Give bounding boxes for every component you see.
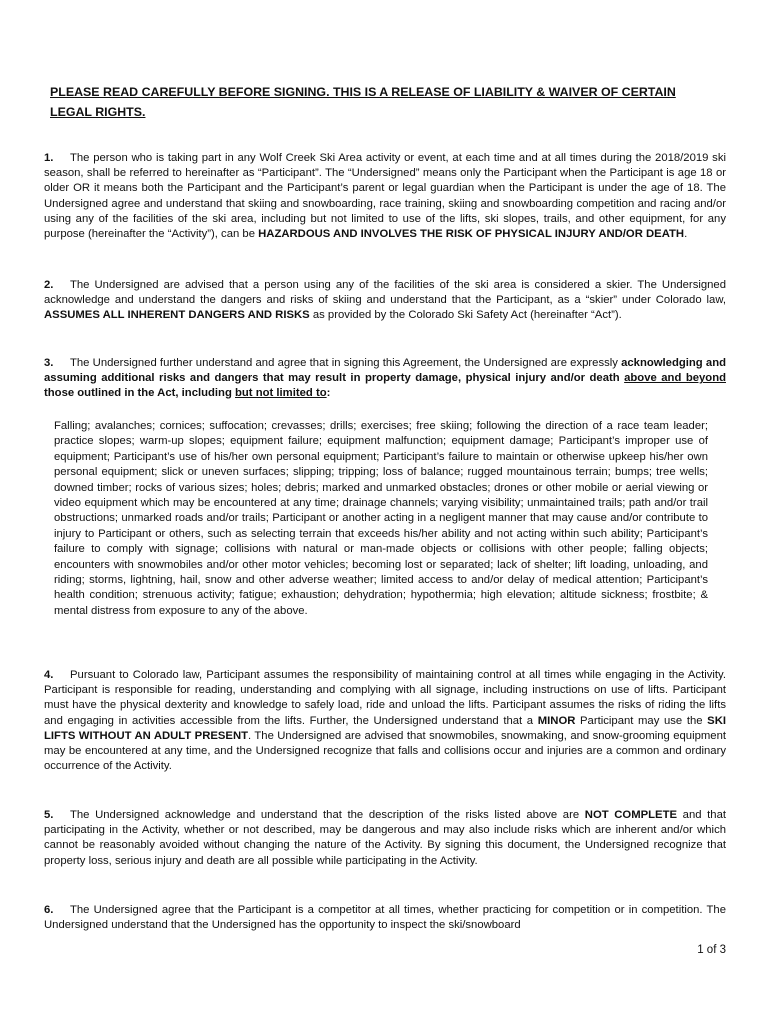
paragraph-6	[44, 903, 726, 933]
paragraph-text: The Undersigned acknowledge and understand that the description of the risks listed above are	[70, 809, 585, 821]
paragraph-number: 5.	[44, 809, 54, 821]
paragraph-text-end: :	[326, 387, 331, 400]
paragraph-text: Pursuant to Colorado law, Participant assumes the responsibility of maintaining control at all times while engaging in the Activity. Participant is responsible for reading, understanding and complying with all signage, including instructions on use of lifts. Participant must have the physical dexterity and knowledge to safely load, ride and unload the lifts. Participant assumes the risks of riding the lifts and engaging in activities accessible from the lifts. Further, the Undersigned understand that a	[44, 669, 726, 727]
paragraph-text-end: .	[684, 228, 688, 241]
paragraph-number: 1.	[44, 152, 54, 164]
paragraph-bold-text: acknowledging and assuming additional risks and dangers that may result in property damage, physical injury and/or death	[44, 357, 726, 385]
page-number: 1 of 3	[697, 944, 726, 956]
paragraph-number: 3.	[44, 357, 54, 369]
risk-list-paragraph: Falling; avalanches; cornices; suffocation; crevasses; drills; exercises; free skiing; following the direction of a race team leader; practice slopes; warm-up slopes; equipment failure; equipment malfunction; equipment damage; Participant’s improper use of equipment; Participant’s use of his/her own personal equipment; Participant’s failure to maintain or otherwise upkeep his/her own personal equipment; slick or uneven surfaces; slipping; tripping; loss of balance; rugged mountainous terrain; bumps; tree wells; downed timber; rocks of various sizes; holes; debris; marked and unmarked obstacles; drones or other mobile or aerial viewing or video equipment which may be encountered at any time; drainage channels; varying visibility; unmaintained trails; path and/or trail obstructions; unmarked roads and/or trails; Participant or another acting in a negligent manner that may cause and/or contribute to injury to Participant or others, such as selecting terrain that exceeds his/her ability and not acting within such ability; Participant’s failure to comply with signage; collisions with natural or man-made objects or collisions with other people; falling objects; encounters with snowmobiles and/or other motor vehicles; becoming lost or separated; lack of shelter; lift loading, unloading, and riding; storms, lightning, hail, snow and other adverse weather; limited access to and/or delay of medical attention; Participant’s health condition; strenuous activity; fatigue; exhaustion; dehydration; hypothermia; high elevation; altitude sickness; frostbite; & mental distress from exposure to any of the above.	[54, 420, 708, 617]
paragraph-number: 2.	[44, 279, 54, 291]
paragraph-bold-text: SKI LIFTS WITHOUT AN ADULT PRESENT	[44, 714, 727, 742]
paragraph-bold-text: HAZARDOUS AND INVOLVES THE RISK OF PHYSICAL INJURY AND/OR DEATH	[258, 228, 685, 241]
paragraph-bold-text: MINOR	[537, 714, 576, 727]
paragraph-text: The person who is taking part in any Wolf Creek Ski Area activity or event, at each time and at all times during the 2018/2019 ski season, shall be referred to hereinafter as “Participant”. The “Undersigned” means only the Participant when the Participant is age 18 or older OR it means both the Participant and the Participant’s parent or legal guardian when the Participant is under the age of 18. The Undersigned agree and understand that skiing and snowboarding, race training, skiing and snowboarding competition and racing and/or using any of the facilities of the ski area, including but not limited to use of the lifts, ski slopes, trails, and other equipment, for any purpose (hereinafter the “Activity”), can be	[44, 152, 726, 241]
paragraph-bold-underlined-text: but not limited to	[235, 387, 327, 400]
paragraph-number: 6.	[44, 904, 54, 916]
paragraph-text: Participant may use the	[575, 714, 708, 727]
document-heading: PLEASE READ CAREFULLY BEFORE SIGNING. THIS IS A RELEASE OF LIABILITY & WAIVER OF CERTAIN LEGAL RIGHTS.	[50, 85, 676, 119]
paragraph-2	[44, 278, 726, 324]
paragraph-text-end: . The Undersigned are advised that snowmobiles, snowmaking, and snow-grooming equipment may be encountered at any time, and the Undersigned recognize that falls and collisions occur and injuries are a common and ordinary occurrence of the Activity.	[44, 729, 726, 773]
paragraph-1	[44, 151, 726, 242]
paragraph-bold-text: NOT COMPLETE	[584, 809, 678, 821]
paragraph-4	[44, 668, 726, 774]
paragraph-text-end: and that participating in the Activity, whether or not described, may be dangerous and may also include risks which are inherent and/or which cannot be reasonably avoided without changing the nature of the Activity. By signing this document, the Undersigned recognize that property loss, serious injury and death are all possible while participating in the Activity.	[44, 809, 726, 867]
paragraph-bold-text: those outlined in the Act, including	[44, 387, 235, 400]
paragraph-bold-text: ASSUMES ALL INHERENT DANGERS AND RISKS	[44, 309, 310, 322]
paragraph-5	[44, 808, 726, 869]
paragraph-text: The Undersigned agree that the Participant is a competitor at all times, whether practicing for competition or in competition. The Undersigned understand that the Undersigned has the opportunity to inspect the ski/snowboard	[44, 904, 726, 932]
paragraph-3	[44, 356, 726, 402]
paragraph-text: The Undersigned further understand and agree that in signing this Agreement, the Undersigned are expressly	[70, 357, 622, 369]
paragraph-text: The Undersigned are advised that a person using any of the facilities of the ski area is considered a skier. The Undersigned acknowledge and understand the dangers and risks of skiing and understand that the Participant, as a “skier” under Colorado law,	[44, 279, 726, 307]
paragraph-text-end: as provided by the Colorado Ski Safety Act (hereinafter “Act”).	[309, 309, 622, 322]
paragraph-number: 4.	[44, 669, 54, 681]
paragraph-bold-underlined-text: above and beyond	[624, 372, 726, 385]
